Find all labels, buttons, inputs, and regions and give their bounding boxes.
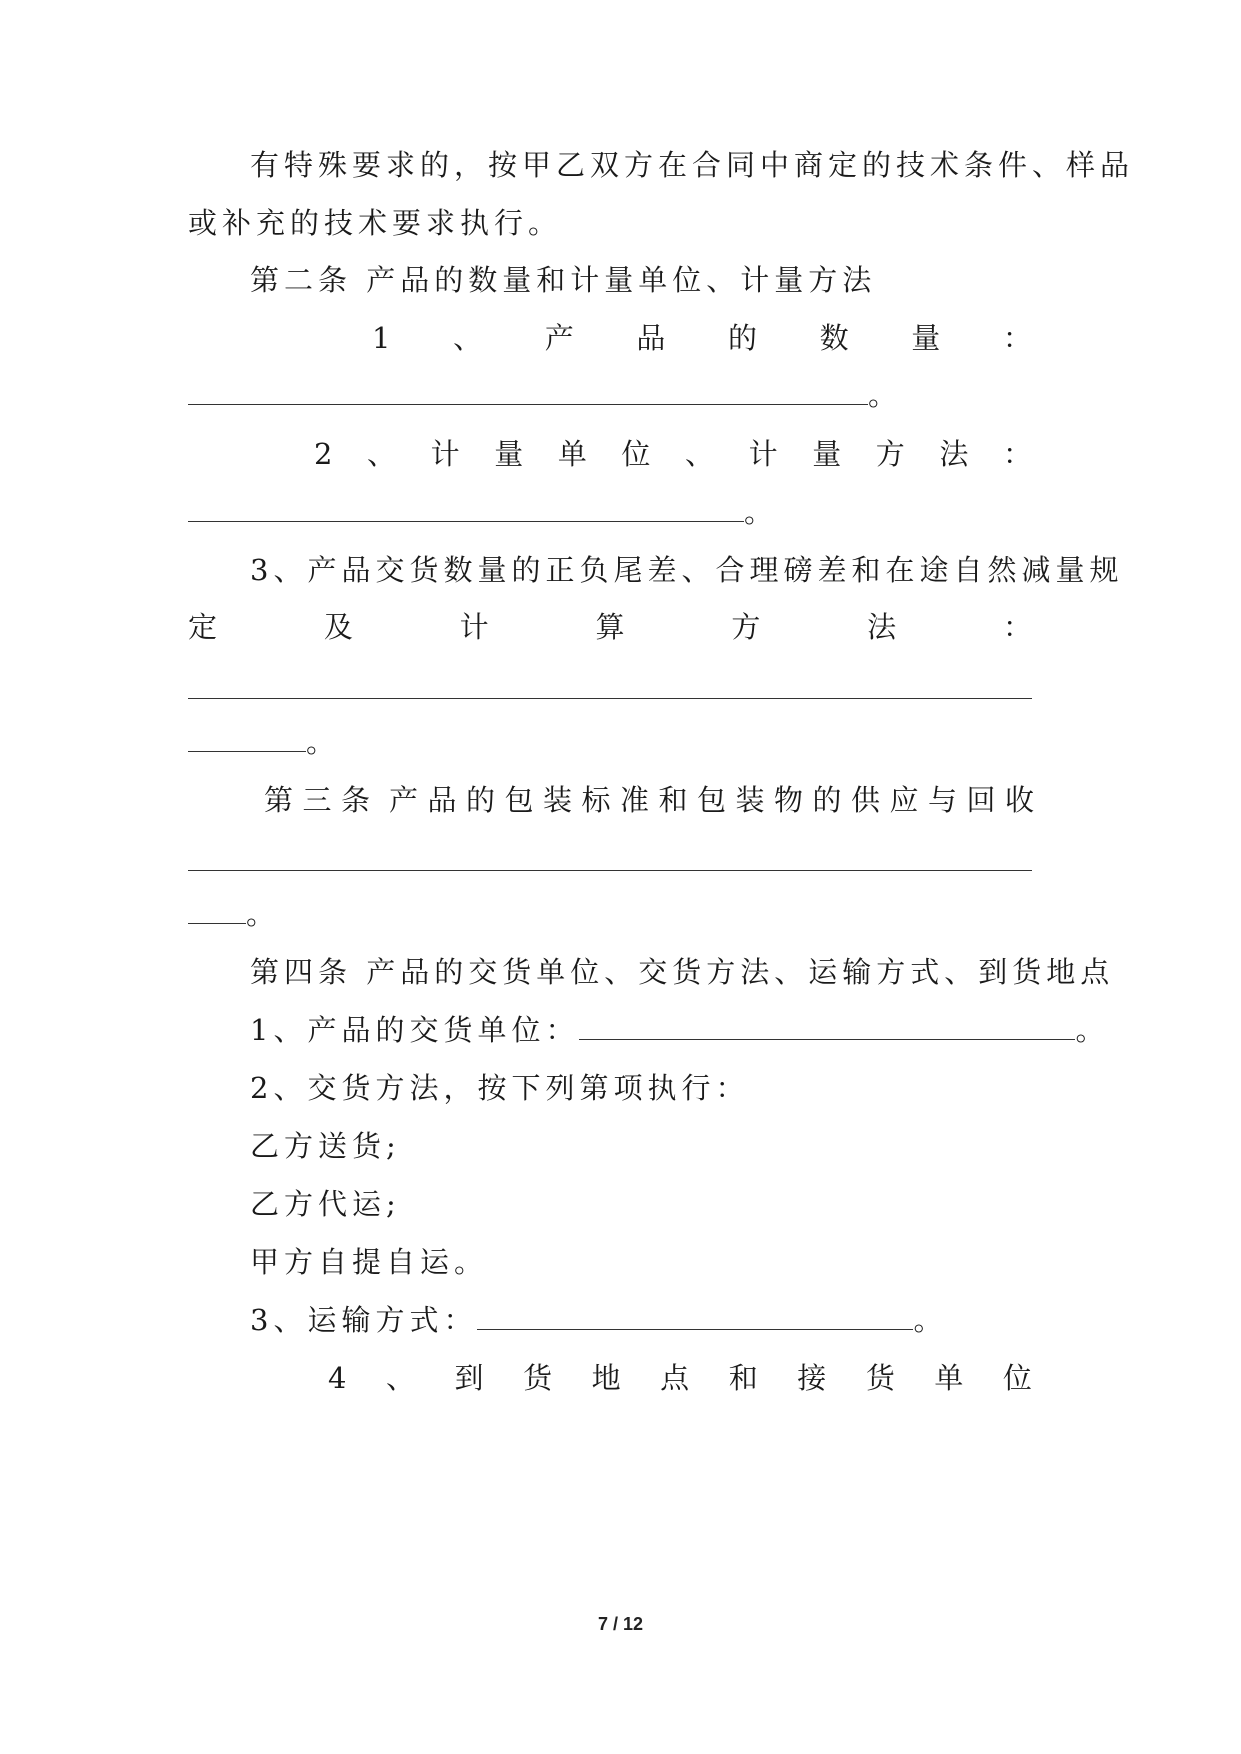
justified-char: 计 bbox=[459, 610, 489, 644]
justified-char: 条 bbox=[341, 783, 371, 817]
justified-char: 量 bbox=[911, 321, 941, 355]
fill-in-blank[interactable] bbox=[188, 895, 246, 924]
article-4-option-3: 甲方自提自运。 bbox=[250, 1245, 489, 1279]
article-2-item-1 bbox=[372, 318, 1032, 358]
justified-char: 的 bbox=[728, 321, 758, 355]
justified-char: 应 bbox=[889, 783, 919, 817]
justified-char: ： bbox=[1002, 437, 1032, 471]
justified-char: 定 bbox=[188, 610, 218, 644]
article-4-option-2: 乙方代运; bbox=[250, 1187, 401, 1221]
justified-char: 点 bbox=[660, 1361, 690, 1395]
article-2-item-2-blank-line bbox=[188, 492, 778, 532]
justified-char: 三 bbox=[302, 783, 332, 817]
period: 。 bbox=[868, 378, 903, 412]
fill-in-blank[interactable] bbox=[579, 1011, 1075, 1040]
article-2-item-3-blank-end bbox=[188, 722, 340, 762]
justified-char: 物 bbox=[773, 783, 803, 817]
fill-in-blank[interactable] bbox=[188, 376, 868, 405]
fill-in-blank[interactable] bbox=[188, 723, 306, 752]
justified-char: 产 bbox=[388, 783, 418, 817]
period: 。 bbox=[744, 495, 779, 529]
justified-char: 品 bbox=[427, 783, 457, 817]
justified-char: 方 bbox=[731, 610, 761, 644]
justified-char: 供 bbox=[850, 783, 880, 817]
article-3-heading bbox=[264, 780, 1034, 820]
justified-char: 包 bbox=[696, 783, 726, 817]
justified-char: 包 bbox=[504, 783, 534, 817]
article-2-item-2 bbox=[314, 434, 1032, 474]
justified-char: 的 bbox=[465, 783, 495, 817]
article-2-item-3-line1: 3、产品交货数量的正负尾差、合理磅差和在途自然减量规 bbox=[250, 553, 1124, 587]
justified-char: 、 bbox=[685, 437, 715, 471]
justified-char: 回 bbox=[966, 783, 996, 817]
paragraph-special-requirements-line2: 或补充的技术要求执行。 bbox=[188, 206, 563, 240]
justified-char: 货 bbox=[523, 1361, 553, 1395]
fill-in-blank-full-line[interactable] bbox=[188, 698, 1032, 699]
article-4-item-3 bbox=[250, 1300, 947, 1340]
article-3-blank-end bbox=[188, 894, 280, 934]
justified-char: 收 bbox=[1004, 783, 1034, 817]
justified-char: 品 bbox=[636, 321, 666, 355]
justified-char: 及 bbox=[323, 610, 353, 644]
page-number: 7 / 12 bbox=[597, 1614, 644, 1634]
article-4-item-1 bbox=[250, 1010, 1109, 1050]
justified-char: 单 bbox=[934, 1361, 964, 1395]
justified-char: 和 bbox=[658, 783, 688, 817]
justified-char: 法 bbox=[939, 437, 969, 471]
justified-char: 计 bbox=[430, 437, 460, 471]
justified-char: 与 bbox=[927, 783, 957, 817]
article-2-item-1-blank-line bbox=[188, 375, 902, 415]
justified-char: 产 bbox=[544, 321, 574, 355]
justified-char: 位 bbox=[1002, 1361, 1032, 1395]
fill-in-blank[interactable] bbox=[477, 1301, 913, 1330]
justified-char: 到 bbox=[454, 1361, 484, 1395]
period: 。 bbox=[306, 725, 341, 759]
justified-char: 量 bbox=[812, 437, 842, 471]
justified-char: 装 bbox=[735, 783, 765, 817]
justified-char: 装 bbox=[542, 783, 572, 817]
period: 。 bbox=[1075, 1013, 1110, 1047]
item-label: 3、运输方式： bbox=[250, 1303, 478, 1337]
justified-char: ： bbox=[1002, 610, 1032, 644]
justified-char: 第 bbox=[264, 783, 294, 817]
justified-char: 方 bbox=[875, 437, 905, 471]
fill-in-blank[interactable] bbox=[188, 493, 744, 522]
justified-char: 4 bbox=[328, 1361, 347, 1395]
justified-char: 和 bbox=[728, 1361, 758, 1395]
article-4-heading: 第四条 产品的交货单位、交货方法、运输方式、到货地点 bbox=[250, 955, 1115, 989]
justified-char: 准 bbox=[619, 783, 649, 817]
justified-char: 、 bbox=[453, 321, 483, 355]
item-label: 1、产品的交货单位： bbox=[250, 1013, 580, 1047]
justified-char: 1 bbox=[372, 321, 391, 355]
justified-char: 量 bbox=[494, 437, 524, 471]
justified-char: 的 bbox=[812, 783, 842, 817]
justified-char: 法 bbox=[867, 610, 897, 644]
justified-char: 数 bbox=[819, 321, 849, 355]
justified-char: 标 bbox=[581, 783, 611, 817]
justified-char: 算 bbox=[595, 610, 625, 644]
justified-char: 位 bbox=[621, 437, 651, 471]
article-4-option-1: 乙方送货; bbox=[250, 1129, 401, 1163]
justified-char: 、 bbox=[367, 437, 397, 471]
paragraph-special-requirements-line1: 有特殊要求的，按甲乙双方在合同中商定的技术条件、样品 bbox=[250, 148, 1135, 182]
justified-char: 货 bbox=[865, 1361, 895, 1395]
fill-in-blank-full-line[interactable] bbox=[188, 870, 1032, 871]
period: 。 bbox=[913, 1303, 948, 1337]
period: 。 bbox=[246, 897, 281, 931]
justified-char: 单 bbox=[557, 437, 587, 471]
justified-char: 接 bbox=[797, 1361, 827, 1395]
justified-char: 2 bbox=[314, 437, 333, 471]
article-4-item-2: 2、交货方法，按下列第项执行： bbox=[250, 1071, 750, 1105]
justified-char: 地 bbox=[591, 1361, 621, 1395]
article-2-item-3-line2 bbox=[188, 607, 1032, 647]
justified-char: 计 bbox=[748, 437, 778, 471]
article-2-heading: 第二条 产品的数量和计量单位、计量方法 bbox=[250, 263, 877, 297]
justified-char: ： bbox=[1002, 321, 1032, 355]
justified-char: 、 bbox=[385, 1361, 415, 1395]
article-4-item-4 bbox=[328, 1358, 1032, 1398]
